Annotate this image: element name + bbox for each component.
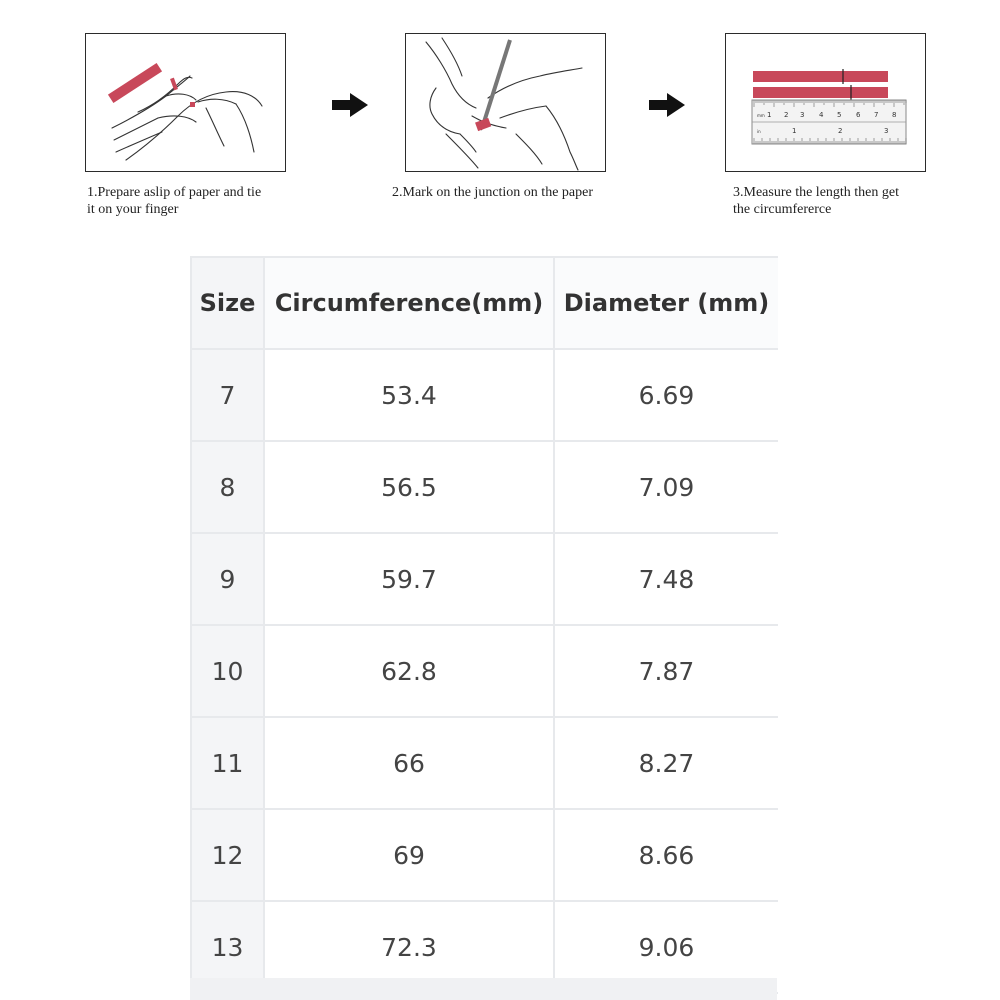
circumference-cell: 53.4 — [264, 349, 554, 441]
step-1-image — [85, 33, 286, 172]
step-1-caption: 1.Prepare aslip of paper and tie it on your finger — [87, 185, 262, 217]
right-arrow-icon — [332, 93, 368, 117]
diameter-cell: 8.66 — [554, 809, 778, 901]
circumference-cell: 59.7 — [264, 533, 554, 625]
size-cell: 12 — [191, 809, 264, 901]
circumference-cell: 72.3 — [264, 901, 554, 993]
size-cell: 13 — [191, 901, 264, 993]
ruler-mark: 7 — [874, 111, 879, 119]
header-circumference: Circumference(mm) — [264, 257, 554, 349]
table-row — [191, 349, 778, 441]
circumference-cell: 62.8 — [264, 625, 554, 717]
diameter-cell: 9.06 — [554, 901, 778, 993]
ruler-mark: 1 — [767, 111, 772, 119]
ruler-illustration — [726, 34, 925, 171]
ruler-mark: 3 — [884, 127, 889, 135]
ruler-mark: 6 — [856, 111, 861, 119]
right-arrow-icon — [649, 93, 685, 117]
paper-strip-bottom — [753, 87, 888, 98]
ruler-mark: 2 — [838, 127, 843, 135]
ruler-mark: 1 — [792, 127, 797, 135]
diameter-cell: 7.87 — [554, 625, 778, 717]
ruler-unit-mm: mm — [757, 113, 765, 118]
size-cell: 9 — [191, 533, 264, 625]
step-3-caption: 3.Measure the length then get the circumfererce — [733, 185, 900, 217]
ruler-mark: 3 — [800, 111, 805, 119]
finger-wrap-illustration — [86, 34, 285, 171]
ruler-unit-in: in — [757, 129, 761, 134]
size-cell: 7 — [191, 349, 264, 441]
paper-strip-top — [753, 71, 888, 82]
mark-pen-illustration — [406, 34, 605, 171]
table-row — [191, 717, 778, 809]
table-row — [191, 533, 778, 625]
ruler-mark: 5 — [837, 111, 842, 119]
header-size: Size — [191, 257, 264, 349]
table-row — [191, 809, 778, 901]
table-row — [191, 625, 778, 717]
diameter-cell: 8.27 — [554, 717, 778, 809]
size-cell: 8 — [191, 441, 264, 533]
header-diameter: Diameter (mm) — [554, 257, 778, 349]
ruler-mark: 2 — [784, 111, 789, 119]
step-2-image — [405, 33, 606, 172]
table-row — [191, 441, 778, 533]
table-footer — [190, 978, 777, 1000]
table-header-row — [191, 257, 778, 349]
size-cell: 11 — [191, 717, 264, 809]
step-3-image — [725, 33, 926, 172]
circumference-cell: 56.5 — [264, 441, 554, 533]
circumference-cell: 66 — [264, 717, 554, 809]
size-cell: 10 — [191, 625, 264, 717]
ring-size-table — [190, 256, 778, 994]
step-2-caption: 2.Mark on the junction on the paper — [392, 185, 594, 200]
diameter-cell: 6.69 — [554, 349, 778, 441]
circumference-cell: 69 — [264, 809, 554, 901]
diameter-cell: 7.48 — [554, 533, 778, 625]
ruler-mark: 8 — [892, 111, 897, 119]
diameter-cell: 7.09 — [554, 441, 778, 533]
ruler-mark: 4 — [819, 111, 824, 119]
